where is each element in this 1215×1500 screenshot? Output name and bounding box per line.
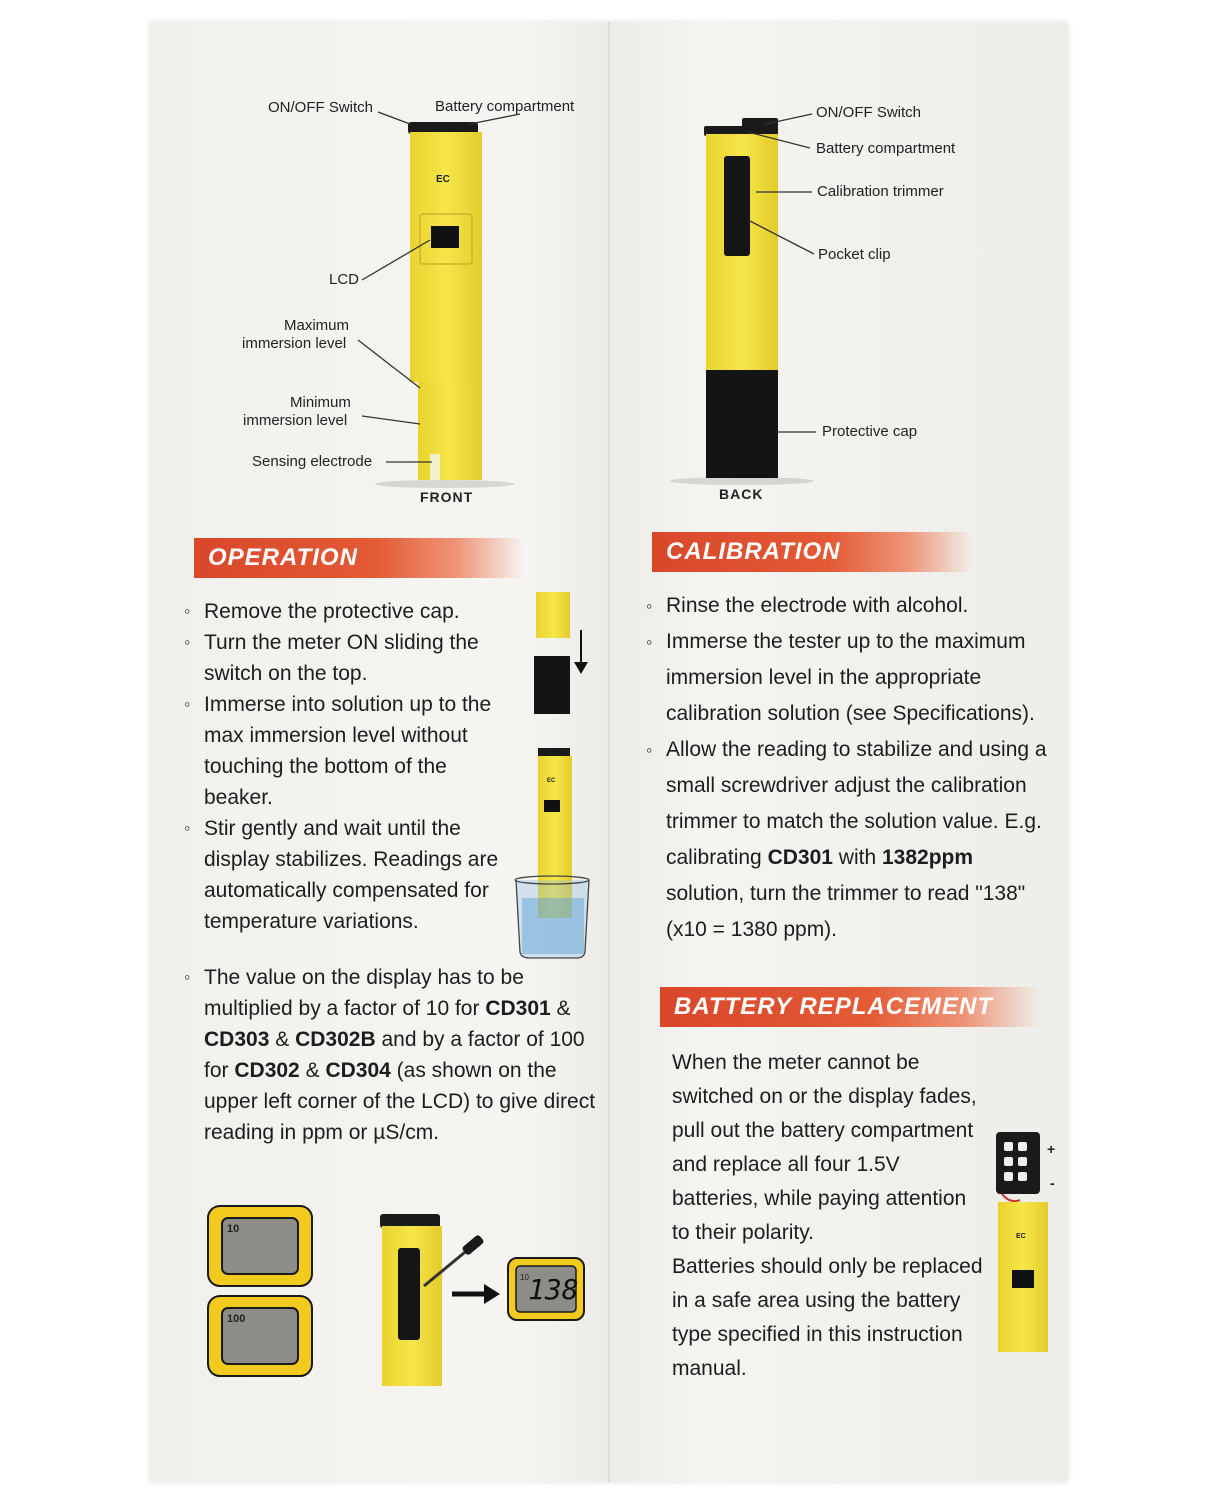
back-trimmer-label: Calibration trimmer <box>817 183 944 200</box>
cal-model-cd301: CD301 <box>767 846 833 869</box>
lcd-factor-100: 100 <box>227 1313 246 1325</box>
front-min-label-2: immersion level <box>243 412 348 429</box>
battery-meter-ec: EC <box>1016 1233 1026 1240</box>
amp-2: & <box>275 1028 290 1051</box>
amp-3: & <box>305 1059 320 1082</box>
polarity-plus: + <box>1047 1141 1056 1157</box>
battery-text <box>672 1046 984 1386</box>
calibration-step-3 <box>648 732 1048 948</box>
front-max-label-2: immersion level <box>242 335 347 352</box>
front-max-label-1: Maximum <box>284 317 350 334</box>
front-battery-label: Battery compartment <box>435 98 575 115</box>
operation-banner <box>194 538 524 578</box>
calibration-steps <box>648 588 1048 948</box>
cal-step-3-a: Allow the reading to stabilize and using a small screwdriver adjust the calibration trimmer to match the solution value. E.g. calibrating <box>666 738 1047 869</box>
operation-step-1: ◦ Remove the protective cap. <box>186 596 502 627</box>
cal-step-3-c: solution, turn the trimmer to read "138" (x10 = 1380 ppm). <box>666 882 1026 941</box>
back-cap-label: Protective cap <box>822 423 918 440</box>
front-on-off-label: ON/OFF Switch <box>268 99 374 116</box>
display-factor-small: 10 <box>520 1273 529 1282</box>
operation-step-4: ◦ Stir gently and wait until the display stabilizes. Readings are automatically compensated for temperature variations. <box>186 813 502 937</box>
polarity-minus: - <box>1050 1175 1055 1191</box>
calibration-step-1: ◦ Rinse the electrode with alcohol. <box>648 588 1048 624</box>
beaker-meter-ec: EC <box>547 778 556 784</box>
back-clip-label: Pocket clip <box>818 246 891 263</box>
cal-solution-1382ppm: 1382ppm <box>882 846 974 869</box>
back-battery-label: Battery compartment <box>816 140 956 157</box>
front-sensing-label: Sensing electrode <box>252 453 373 470</box>
operation-step-2: ◦ Turn the meter ON sliding the switch on the top. <box>186 627 502 689</box>
amp-1: & <box>556 997 571 1020</box>
step-5-text-c: (as shown on the upper left corner of the LCD) to give direct reading in ppm or µS/cm. <box>204 1059 596 1144</box>
step-5-text-b: and by a factor of 100 for <box>204 1028 585 1082</box>
battery-title: BATTERY REPLACEMENT <box>674 993 994 1020</box>
back-meter-diagram <box>0 0 1215 520</box>
model-cd303: CD303 <box>204 1028 270 1051</box>
battery-paragraph-2: Batteries should only be replaced in a safe area using the battery type specified in this instruction manual. <box>672 1255 983 1380</box>
calibration-title: CALIBRATION <box>666 538 841 565</box>
calibration-step-2: ◦ Immerse the tester up to the maximum immersion level in the appropriate calibration solution (see Specifications). <box>648 624 1048 732</box>
front-caption: FRONT <box>420 489 474 505</box>
calibration-banner <box>652 532 972 572</box>
front-min-label-1: Minimum <box>290 394 351 411</box>
front-lcd-label: LCD <box>329 271 360 288</box>
cal-step-3-with: with <box>838 846 877 869</box>
step-5-text-a: The value on the display has to be multiplied by a factor of 10 for <box>204 966 524 1020</box>
back-caption: BACK <box>719 486 764 502</box>
model-cd304: CD304 <box>325 1059 391 1082</box>
model-cd301: CD301 <box>485 997 551 1020</box>
display-reading: 138 <box>528 1273 579 1306</box>
battery-banner <box>660 987 1040 1027</box>
model-cd302b: CD302B <box>295 1028 376 1051</box>
lcd-factor-10: 10 <box>227 1223 240 1235</box>
model-cd302: CD302 <box>234 1059 300 1082</box>
operation-step-3: ◦ Immerse into solution up to the max immersion level without touching the bottom of the beaker. <box>186 689 502 813</box>
front-ec-label: EC <box>436 174 450 185</box>
back-on-off-label: ON/OFF Switch <box>816 104 922 121</box>
operation-title: OPERATION <box>208 544 358 571</box>
battery-paragraph-1: When the meter cannot be switched on or the display fades, pull out the battery compartment and replace all four 1.5V batteries, while paying attention to their polarity. <box>672 1051 977 1244</box>
